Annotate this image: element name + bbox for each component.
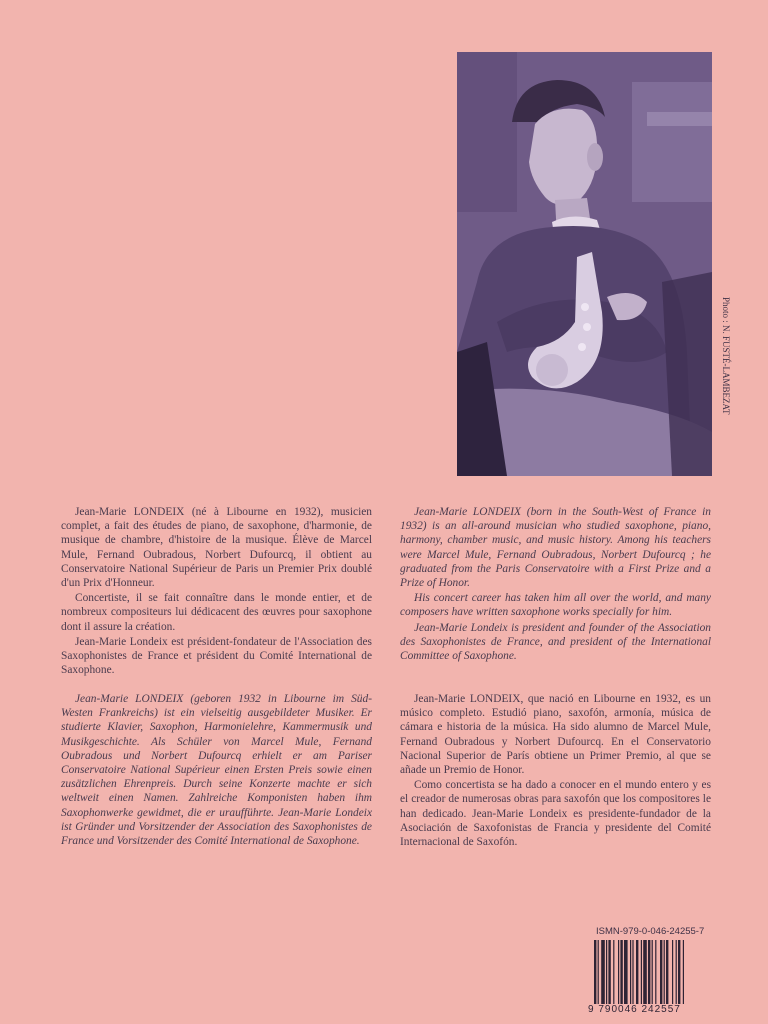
- barcode-bar: [624, 940, 628, 1004]
- barcode-bar: [632, 940, 633, 1004]
- bio-paragraph: Jean-Marie LONDEIX, que nació en Libourne en 1932, es un músico completo. Estudió piano, saxofón, armonía, música de cámara e historia de la música. Ha sido alumno de Marcel Mule, Fernand Oubradous y Norbert Dufourcq. En el Conservatorio Nacional Superior de París obtiene un Primer Premio, al que se añade un Premio de Honor.: [400, 693, 711, 777]
- barcode-bar: [613, 940, 614, 1004]
- barcode-bar: [608, 940, 610, 1004]
- barcode-digits: 9 790046 242557: [586, 1004, 718, 1015]
- barcode-bar: [678, 940, 680, 1004]
- bio-german: [61, 692, 372, 849]
- bio-french: [61, 505, 372, 678]
- barcode-bar: [620, 940, 622, 1004]
- bio-paragraph: His concert career has taken him all over the world, and many composers have written saxophone works specially for him.: [400, 592, 711, 619]
- bio-spanish: [400, 692, 711, 850]
- barcode-bar: [636, 940, 638, 1004]
- barcode-bar: [630, 940, 631, 1004]
- bio-paragraph: Jean-Marie LONDEIX (born in the South-West of France in 1932) is an all-around musician who studied saxophone, piano, harmony, chamber music, and music history. Among his teachers were Marcel Mule, Fernand Oubradous, Norbert Dufourcq ; he graduated from the Paris Conservatoire with a First Prize and a Prize of Honor.: [400, 506, 711, 590]
- bio-paragraph: Jean-Marie LONDEIX (né à Libourne en 1932), musicien complet, a fait des études de piano, de saxophone, d'harmonie, de musique de chambre, d'histoire de la musique. Élève de Marcel Mule, Fernand Oubradous, Norbert Dufourcq, il obtient au Conservatoire National Supérieur de Paris un Premier Prix doublé d'un Prix d'Honneur.: [61, 506, 372, 590]
- barcode-bar: [664, 940, 665, 1004]
- bio-paragraph: Jean-Marie LONDEIX (geboren 1932 in Libourne im Süd-Westen Frankreichs) ist ein vielseitig ausgebildeter Musiker. Er studierte Klavier, Saxophon, Harmonielehre, Kammermusik und Musikgeschichte. Als Schüler von Marcel Mule, Fernand Oubradous und Norbert Dufourcq erhielt er am Pariser Conservatoire National Supérieur einen Ersten Preis sowie einen zusätzlichen Ehrenpreis. Durch seine Konzerte machte er sich weltweit einen Namen. Zahlreiche Komponisten haben ihm Saxophonwerke gewidmet, die er uraufführte. Jean-Marie Londeix ist Gründer und Vorsitzender der Association des Saxophonistes de France und Vorsitzender des Comité International de Saxophone.: [61, 693, 372, 848]
- barcode-bar: [683, 940, 684, 1004]
- barcode-bar: [666, 940, 668, 1004]
- barcode-bar: [601, 940, 605, 1004]
- barcode-bar: [655, 940, 656, 1004]
- barcode-bar: [643, 940, 647, 1004]
- barcode-bar: [676, 940, 677, 1004]
- barcode-bar: [652, 940, 653, 1004]
- photo-credit: [718, 297, 732, 476]
- bio-paragraph: Concertiste, il se fait connaître dans le monde entier, et de nombreux compositeurs lui dédicacent des œuvres pour saxophone dont il assure la création.: [61, 592, 372, 633]
- saxophonist-photo: [457, 52, 712, 476]
- barcode-bar: [598, 940, 599, 1004]
- barcode-bar: [672, 940, 673, 1004]
- barcode-bar: [641, 940, 642, 1004]
- bio-paragraph: Jean-Marie Londeix is president and founder of the Association des Saxophonistes de France, and president of the International Committee of Saxophone.: [400, 621, 711, 663]
- barcode-bar: [594, 940, 596, 1004]
- bio-english: [400, 505, 711, 664]
- barcode-bar: [618, 940, 619, 1004]
- bio-paragraph: Como concertista se ha dado a conocer en el mundo entero y es el creador de numerosas obras para saxofón que los compositores le han dedicado. Jean-Marie Londeix es presidente-fundador de la Asociación de Saxofonistas de Francia y presidente del Comité Internacional de Saxofón.: [400, 779, 711, 849]
- isbn-label: ISMN-979-0-046-24255-7: [596, 926, 705, 937]
- barcode-bar: [660, 940, 662, 1004]
- bio-paragraph: Jean-Marie Londeix est président-fondateur de l'Association des Saxophonistes de France et président du Comité International de Saxophone.: [61, 635, 372, 677]
- barcode-bar: [648, 940, 650, 1004]
- photo-credit-text: Photo : N. FUSTÉ-LAMBEZAT: [721, 297, 731, 415]
- portrait-photo: [457, 52, 712, 476]
- barcode-bar: [606, 940, 607, 1004]
